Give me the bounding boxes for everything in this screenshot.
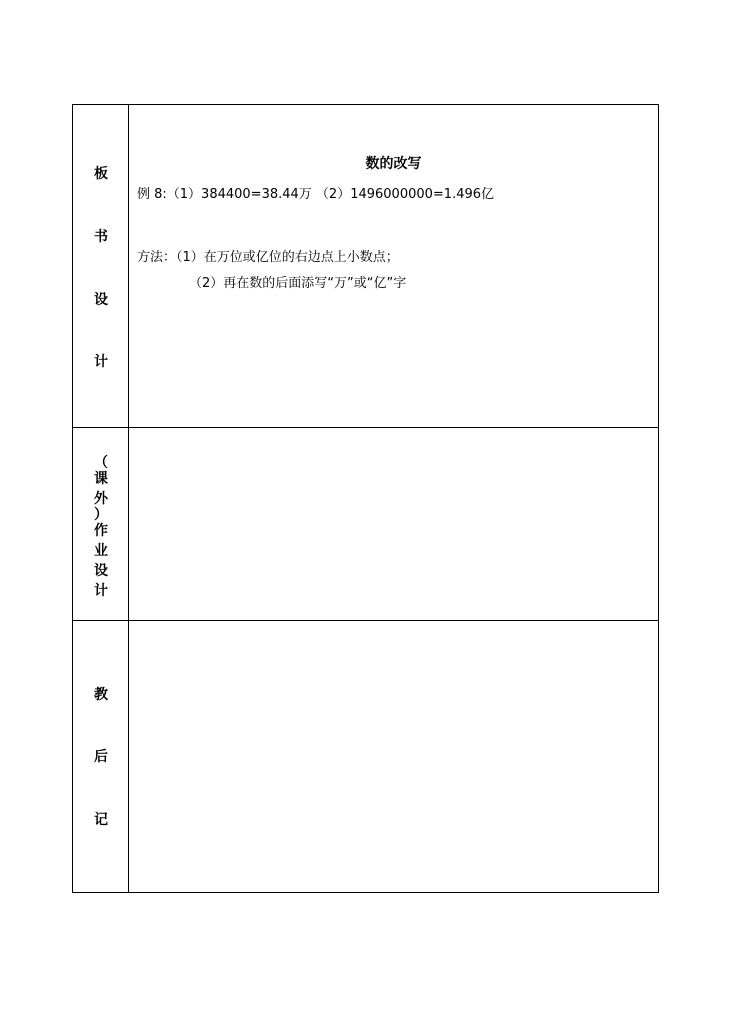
label-char: 教 <box>94 687 108 703</box>
label-char: 设 <box>94 292 108 308</box>
example-line: 例 8:（1）384400=38.44万 （2）1496000000=1.496亿 <box>137 187 495 202</box>
label-char: 设 <box>94 563 108 579</box>
board-title: 数的改写 <box>365 156 422 172</box>
post-lesson-notes-content <box>129 621 658 892</box>
post-lesson-notes-row <box>73 621 658 892</box>
label-char: ） <box>94 507 108 523</box>
label-char: 课 <box>94 471 108 487</box>
label-char: 计 <box>94 354 108 370</box>
label-char: 外 <box>94 491 108 507</box>
label-char: 计 <box>94 583 108 599</box>
label-char: 书 <box>94 229 108 245</box>
method-line-1: 方法：（1）在万位或亿位的右边点上小数点； <box>137 250 399 265</box>
homework-design-content <box>129 428 658 620</box>
label-char: （ <box>94 455 108 471</box>
label-char: 作 <box>94 523 108 539</box>
board-design-label <box>73 105 129 427</box>
method-line-2: （2）再在数的后面添写“万”或“亿”字 <box>189 276 407 291</box>
homework-design-row <box>73 428 658 621</box>
label-char: 业 <box>94 543 108 559</box>
post-lesson-notes-label <box>73 621 129 892</box>
label-char: 后 <box>94 749 108 765</box>
label-char: 记 <box>94 812 108 828</box>
lesson-plan-table <box>72 104 659 893</box>
label-char: 板 <box>94 166 108 182</box>
board-design-content <box>129 105 658 427</box>
board-design-row <box>73 105 658 428</box>
homework-design-label <box>73 428 129 620</box>
